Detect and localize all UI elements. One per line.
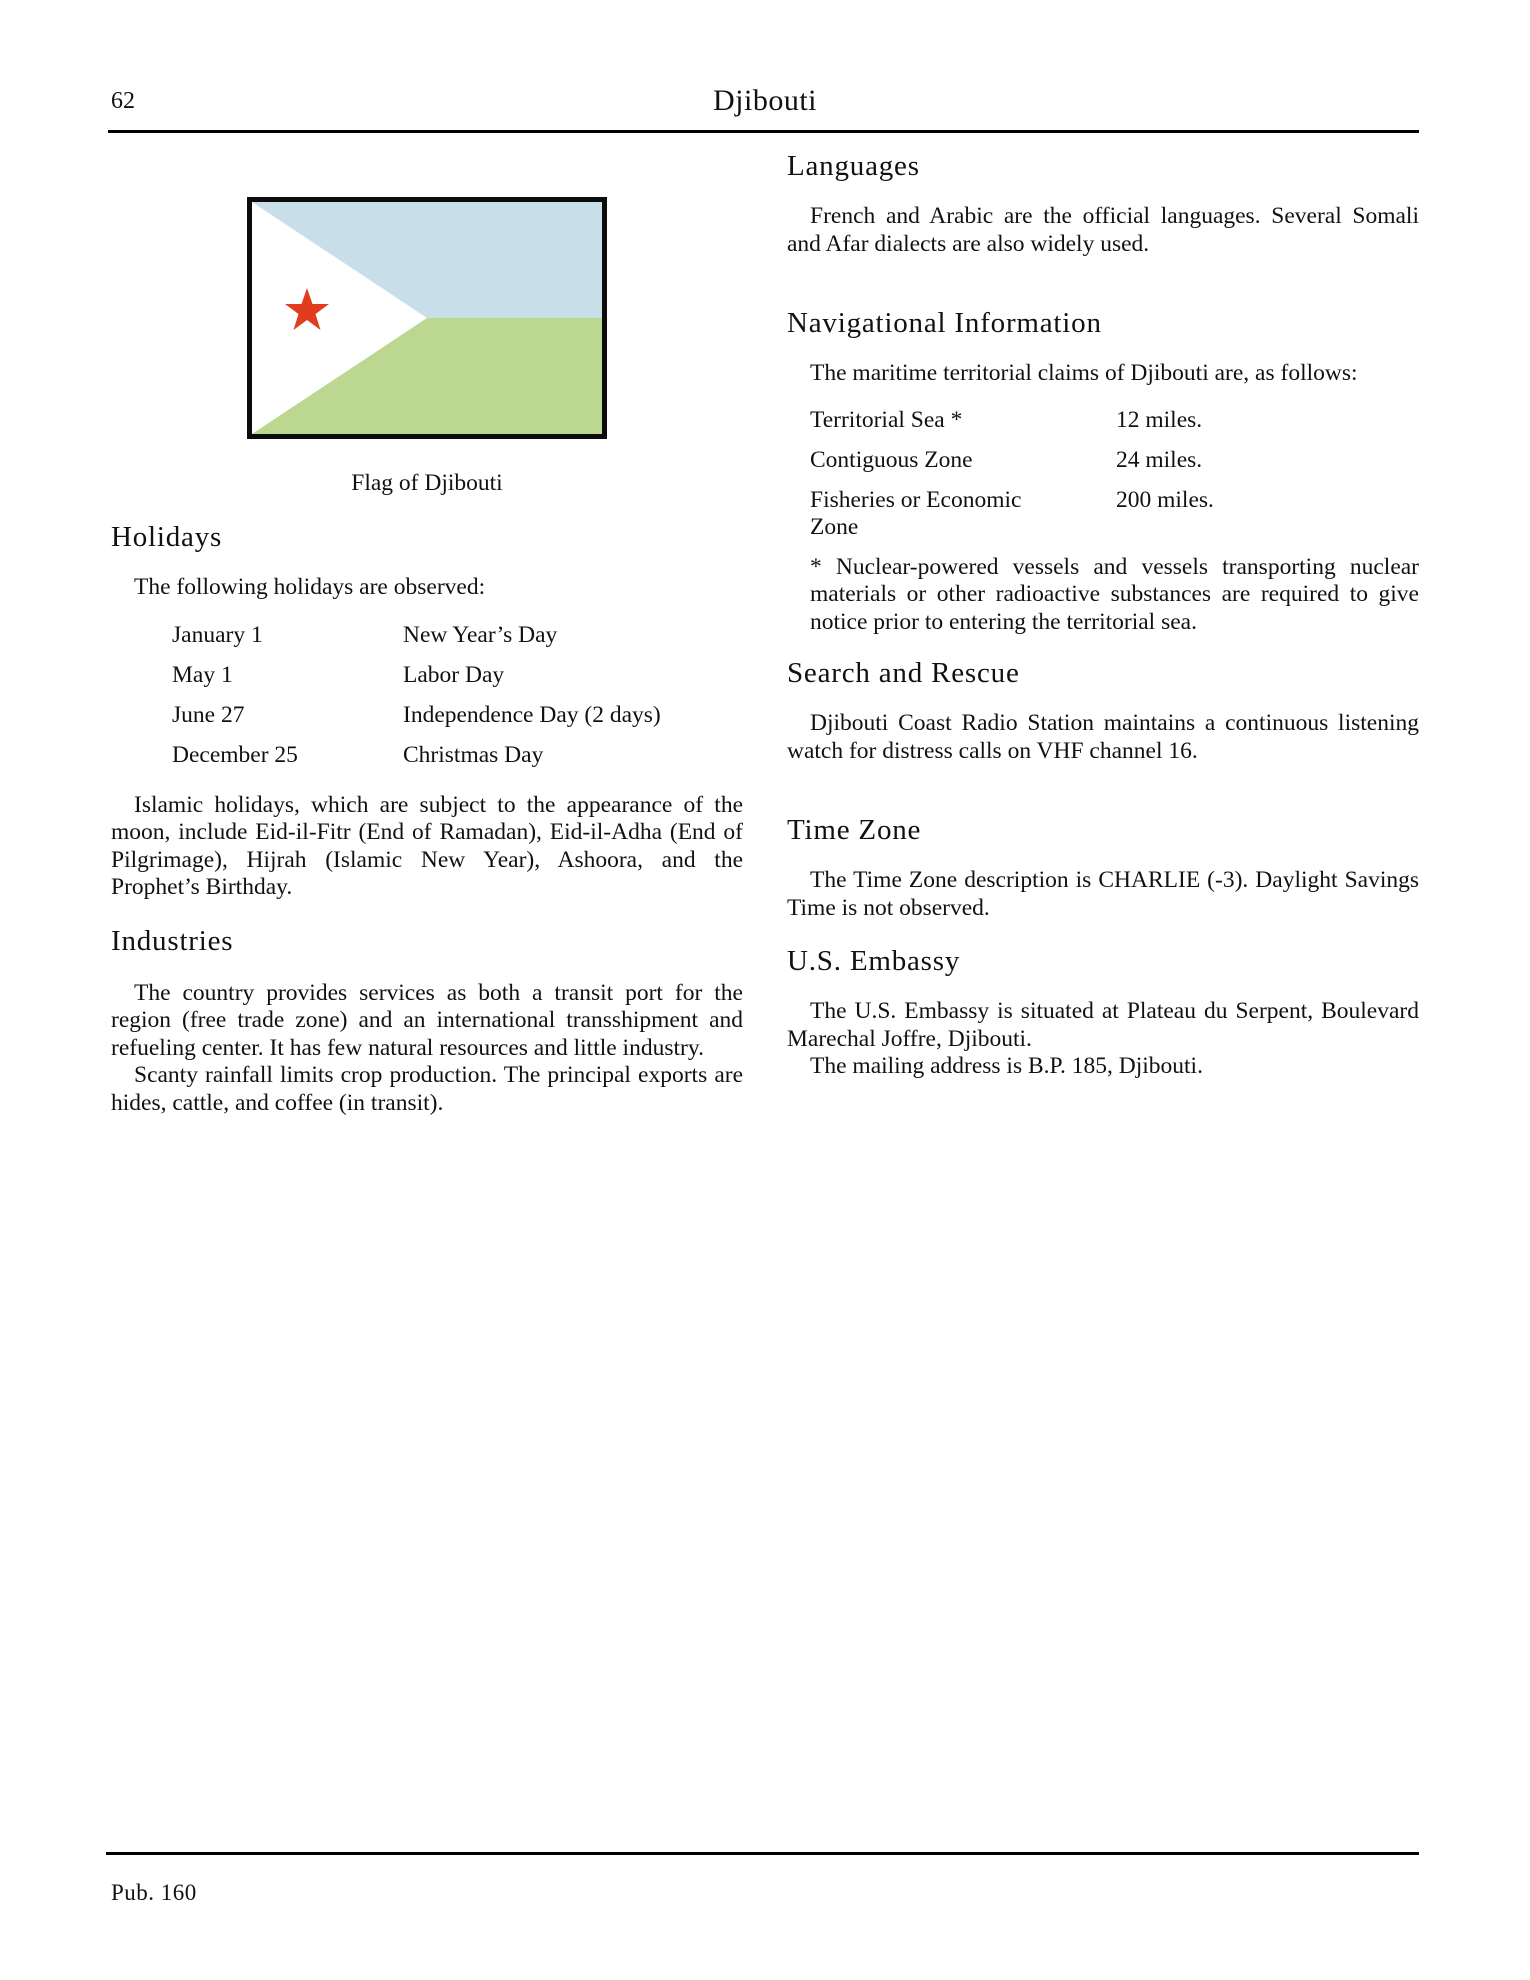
holiday-name: Independence Day (2 days) xyxy=(403,701,661,728)
table-row xyxy=(172,702,661,742)
holidays-intro: The following holidays are observed: xyxy=(134,574,486,600)
header-rule xyxy=(108,130,1419,133)
islamic-holidays-text: Islamic holidays, which are subject to the appearance of the moon, include Eid-il-Fitr (End of Ramadan), Eid-il-Adha (End of Pilgrimage), Hijrah (Islamic New Year), Ashoora, and the Prophet’s Birthday. xyxy=(111,791,743,900)
holiday-name: New Year’s Day xyxy=(403,621,558,648)
flag-caption: Flag of Djibouti xyxy=(351,470,503,496)
publication-label: Pub. 160 xyxy=(111,1880,197,1905)
flag-icon xyxy=(252,202,602,434)
search-rescue-text: Djibouti Coast Radio Station maintains a continuous listening watch for distress calls on VHF channel 16. xyxy=(787,710,1419,764)
table-row xyxy=(172,622,661,662)
right-column xyxy=(787,149,1419,1081)
embassy-paragraph-1: The U.S. Embassy is situated at Plateau du Serpent, Boulevard Marechal Joffre, Djibouti. xyxy=(787,998,1419,1052)
claim-zone: Fisheries or Economic Zone xyxy=(810,486,1022,540)
claim-zone: Territorial Sea * xyxy=(810,406,963,433)
table-row xyxy=(810,487,1214,542)
industries-heading: Industries xyxy=(111,924,234,957)
holiday-name: Labor Day xyxy=(403,661,505,688)
holiday-date: January 1 xyxy=(172,621,263,648)
flag-of-djibouti-image xyxy=(247,197,607,439)
languages-heading: Languages xyxy=(787,150,920,182)
page-number: 62 xyxy=(111,88,135,114)
table-row xyxy=(810,407,1214,447)
holidays-heading: Holidays xyxy=(111,521,223,553)
claim-zone: Contiguous Zone xyxy=(810,446,973,473)
holidays-table xyxy=(172,622,661,782)
time-zone-heading: Time Zone xyxy=(787,814,922,846)
industries-paragraph-1: The country provides services as both a transit port for the region (free trade zone) and an international transshipment and refueling center. It has few natural resources and little industry. xyxy=(111,979,743,1061)
navigational-intro: The maritime territorial claims of Djibouti are, as follows: xyxy=(810,360,1358,386)
claim-distance: 24 miles. xyxy=(1116,446,1203,473)
footer-rule xyxy=(106,1852,1419,1855)
navigational-heading: Navigational Information xyxy=(787,307,1102,339)
search-rescue-heading: Search and Rescue xyxy=(787,657,1020,689)
claim-distance: 12 miles. xyxy=(1116,406,1203,433)
holiday-date: December 25 xyxy=(172,741,298,768)
table-row xyxy=(172,662,661,702)
languages-text: French and Arabic are the official languages. Several Somali and Afar dialects are also widely used. xyxy=(787,203,1419,257)
holiday-name: Christmas Day xyxy=(403,741,544,768)
claim-distance: 200 miles. xyxy=(1116,486,1214,513)
embassy-paragraph-2: The mailing address is B.P. 185, Djibouti. xyxy=(810,1053,1203,1079)
time-zone-text: The Time Zone description is CHARLIE (-3). Daylight Savings Time is not observed. xyxy=(787,867,1419,921)
table-row xyxy=(172,742,661,782)
embassy-heading: U.S. Embassy xyxy=(787,945,961,977)
holiday-date: May 1 xyxy=(172,661,233,688)
page-title: Djibouti xyxy=(712,84,817,117)
nuclear-footnote: * Nuclear-powered vessels and vessels transporting nuclear materials or other radioactive substances are required to give notice prior to entering the territorial sea. xyxy=(810,553,1419,635)
table-row xyxy=(810,447,1214,487)
industries-paragraph-2: Scanty rainfall limits crop production. The principal exports are hides, cattle, and coffee (in transit). xyxy=(111,1062,743,1116)
holiday-date: June 27 xyxy=(172,701,245,728)
maritime-claims-table xyxy=(810,407,1214,542)
holidays-section xyxy=(111,520,743,1117)
